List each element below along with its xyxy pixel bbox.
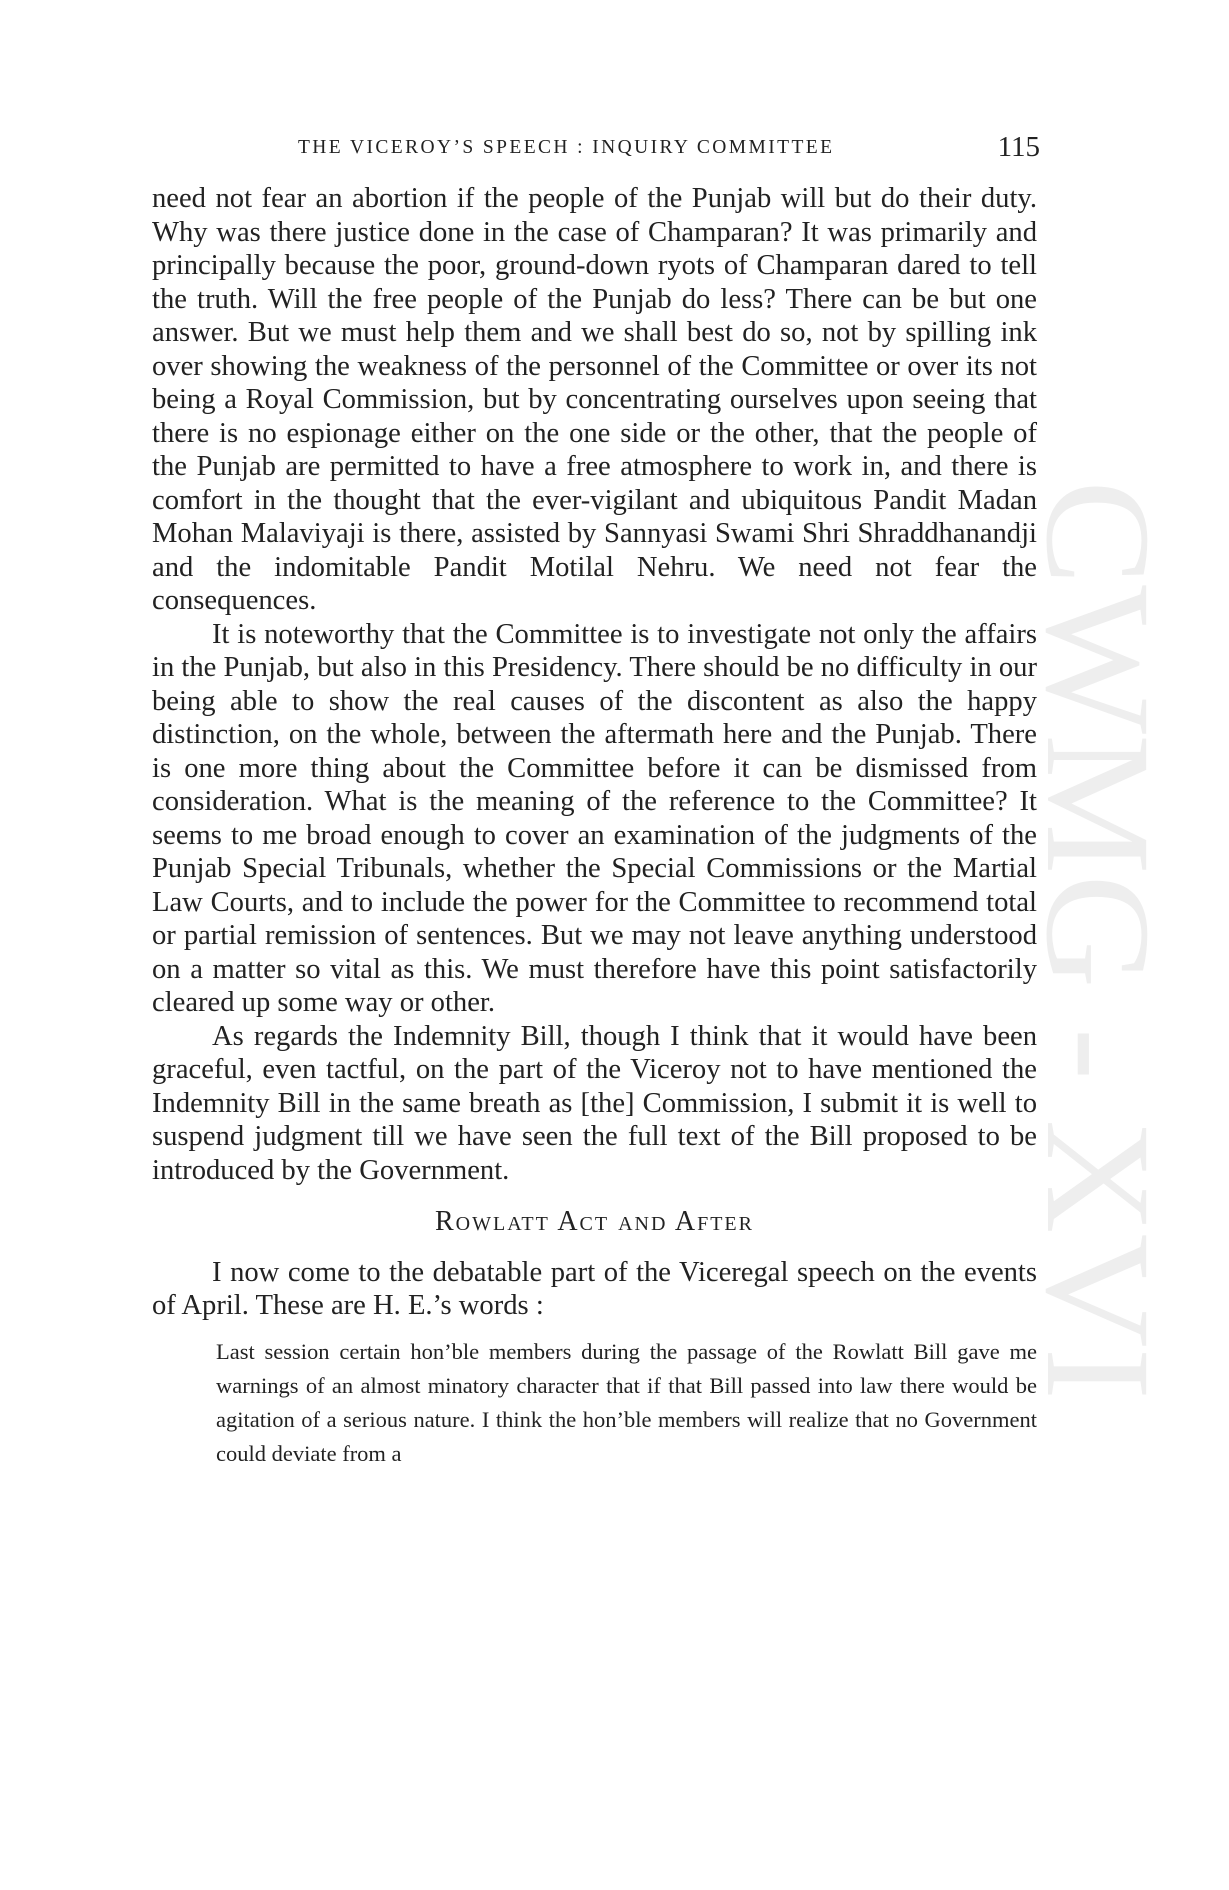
- paragraph-1: need not fear an abortion if the people of the Punjab will but do their duty. Why was there justice done in the case of Champaran? It was primarily and principally because the poor, ground-down ryots of Champaran dared to tell the truth. Will the free people of the Punjab do less? There can be but one answer. But we must help them and we shall best do so, not by spilling ink over showing the weakness of the personnel of the Committee or over its not being a Royal Commission, but by concentrating ourselves upon seeing that there is no espionage either on the one side or the other, that the people of the Punjab are permitted to have a free atmosphere to work in, and there is comfort in the thought that the ever-vigilant and ubiquitous Pandit Madan Mohan Malaviyaji is there, assisted by Sannyasi Swami Shri Shraddhanandji and the indomitable Pandit Motilal Nehru. We need not fear the consequences.: [152, 183, 1037, 616]
- page-number: 115: [997, 131, 1040, 163]
- paragraph-4: I now come to the debatable part of the Viceregal speech on the events of April. These are H. E.’s words :: [152, 1256, 1037, 1321]
- body-text: [152, 182, 1037, 1471]
- running-title: THE VICEROY’S SPEECH : INQUIRY COMMITTEE: [298, 137, 835, 158]
- watermark-text: CWMG - XVI: [1015, 480, 1181, 1355]
- paragraph-3: As regards the Indemnity Bill, though I think that it would have been graceful, even tactful, on the part of the Viceroy not to have mentioned the Indemnity Bill in the same breath as [the] Commission, I submit it is well to suspend judgment till we have seen the full text of the Bill proposed to be introduced by the Government.: [152, 1020, 1037, 1186]
- block-quote: Last session certain hon’ble members during the passage of the Rowlatt Bill gave me warnings of an almost minatory character that if that Bill passed into law there would be agitation of a serious nature. I think the hon’ble members will realize that no Government could deviate from a: [216, 1338, 1037, 1466]
- paragraph-2: It is noteworthy that the Committee is to investigate not only the affairs in the Punjab, but also in this Presidency. There should be no difficulty in our being able to show the real causes of the discontent as also the happy distinction, on the whole, between the aftermath here and the Punjab. There is one more thing about the Committee before it can be dismissed from consideration. What is the meaning of the reference to the Committee? It seems to me broad enough to cover an examination of the judgments of the Punjab Special Tribunals, whether the Special Commissions or the Martial Law Courts, and to include the power for the Committee to recommend total or partial remission of sentences. But we may not leave anything understood on a matter so vital as this. We must therefore have this point satisfactorily cleared up some way or other.: [152, 618, 1037, 1018]
- running-head: [155, 131, 1040, 167]
- section-heading: Rowlatt Act and After: [434, 1206, 754, 1237]
